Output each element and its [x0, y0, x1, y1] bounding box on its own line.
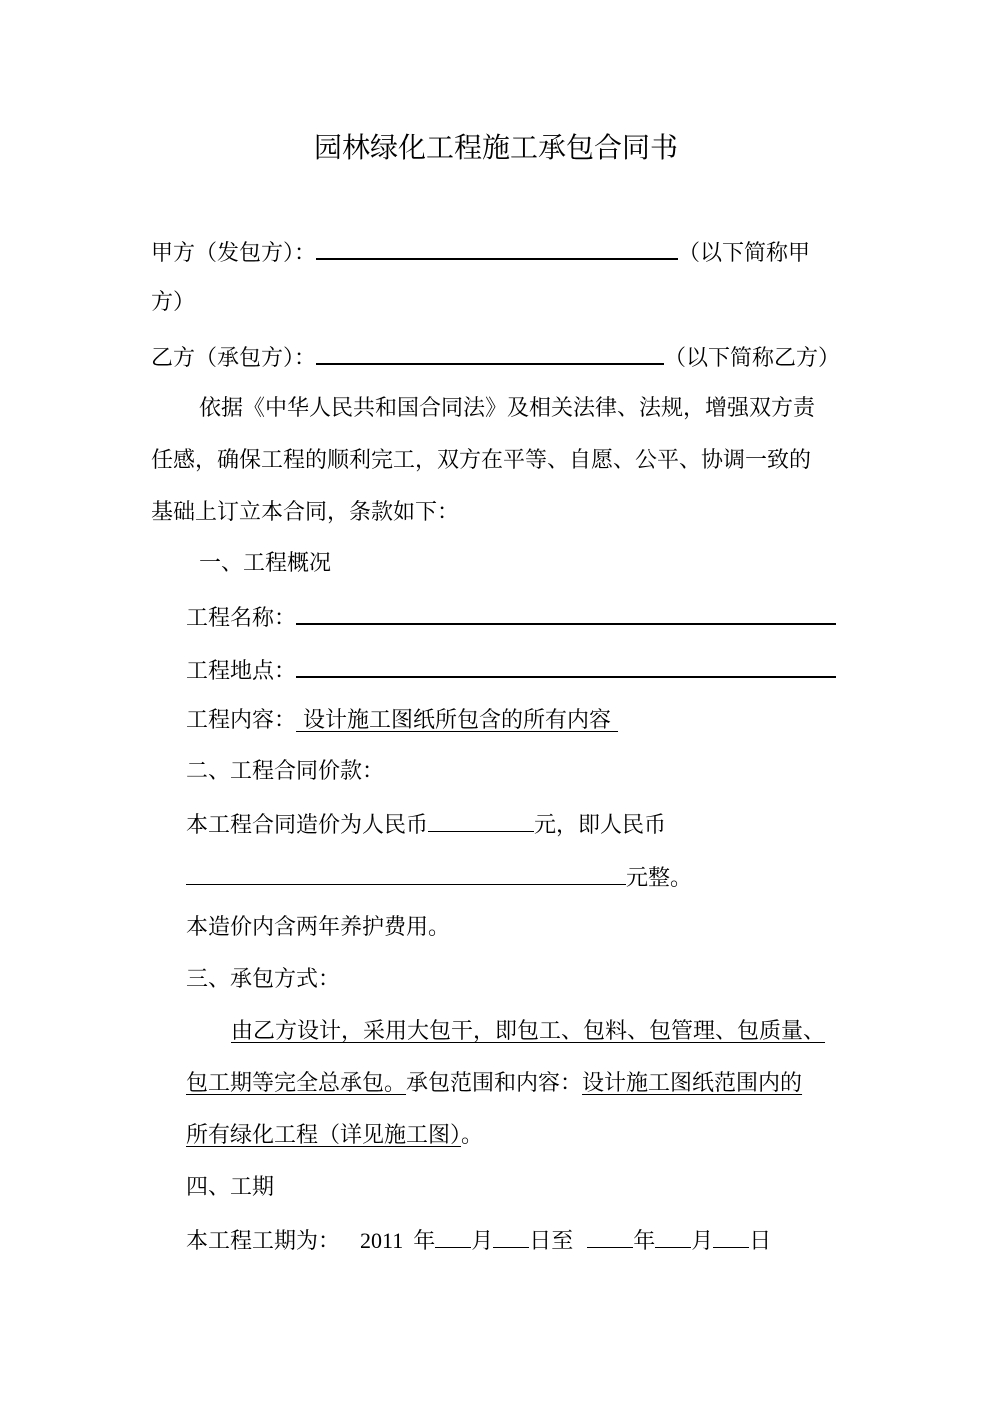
contract-method-text: 包工期等完全总承包。 — [186, 1071, 407, 1096]
price-words-suffix: 元整。 — [626, 866, 693, 891]
contract-scope-label: 承包范围和内容： — [406, 1071, 583, 1096]
start-month-unit: 月 — [471, 1229, 494, 1254]
intro-line: 任感，确保工程的顺利完工，双方在平等、自愿、公平、协调一致的 — [151, 448, 812, 473]
price-words-line — [186, 862, 692, 894]
end-month-unit: 月 — [691, 1229, 714, 1254]
party-a-label: 甲方（发包方）： — [151, 241, 317, 266]
section-3-heading: 三、承包方式： — [186, 967, 341, 992]
project-content-line — [186, 706, 618, 736]
party-b-blank[interactable] — [316, 341, 664, 365]
party-a-blank[interactable] — [316, 236, 678, 260]
end-day-blank[interactable] — [713, 1225, 749, 1248]
end-year-unit: 年 — [633, 1229, 656, 1254]
intro-line: 基础上订立本合同，条款如下： — [151, 500, 460, 525]
section-2-heading: 二、工程合同价款： — [186, 759, 385, 784]
start-year-unit: 年 — [413, 1229, 436, 1254]
project-location-blank[interactable] — [296, 654, 836, 678]
party-a-suffix: （以下简称甲 — [678, 241, 811, 266]
price-words-blank[interactable] — [186, 862, 626, 885]
party-b-line — [151, 341, 840, 374]
end-month-blank[interactable] — [655, 1225, 691, 1248]
project-name-label: 工程名称： — [186, 606, 297, 631]
period-label: 本工程工期为： — [186, 1229, 341, 1254]
contract-scope-text: 所有绿化工程（详见施工图） — [186, 1123, 462, 1148]
party-b-label: 乙方（承包方）： — [151, 346, 317, 371]
start-day-blank[interactable] — [493, 1225, 529, 1248]
project-name-line — [186, 601, 836, 634]
project-content-label: 工程内容： — [186, 708, 297, 733]
contract-method-line — [186, 1069, 802, 1099]
price-label-words: 元，即人民币 — [534, 813, 667, 838]
start-month-blank[interactable] — [435, 1225, 471, 1248]
project-location-line — [186, 654, 836, 687]
start-year-value: 2011 — [360, 1228, 404, 1253]
project-location-label: 工程地点： — [186, 659, 297, 684]
end-day-unit: 日 — [749, 1229, 772, 1254]
party-a-line — [151, 236, 810, 269]
contract-method-text: 由乙方设计，采用大包干，即包工、包料、包管理、包质量、 — [231, 1019, 826, 1044]
contract-method-line — [186, 1121, 483, 1151]
start-day-unit: 日至 — [529, 1229, 574, 1254]
section-4-heading: 四、工期 — [186, 1175, 275, 1200]
document-title: 园林绿化工程施工承包合同书 — [313, 131, 678, 164]
price-line — [186, 809, 666, 841]
project-content-value: 设计施工图纸所包含的所有内容 — [296, 708, 619, 733]
price-note: 本造价内含两年养护费用。 — [186, 915, 451, 940]
price-number-blank[interactable] — [428, 809, 534, 832]
price-label: 本工程合同造价为人民币 — [186, 813, 429, 838]
end-year-blank[interactable] — [587, 1225, 633, 1248]
contract-method-line — [231, 1017, 825, 1047]
party-b-suffix: （以下简称乙方） — [664, 346, 841, 371]
intro-line: 依据《中华人民共和国合同法》及相关法律、法规，增强双方责 — [199, 396, 816, 421]
party-a-suffix-cont: 方） — [151, 290, 196, 315]
contract-scope-end: 。 — [461, 1123, 484, 1148]
period-line — [186, 1225, 771, 1257]
section-1-heading: 一、工程概况 — [199, 551, 332, 576]
project-name-blank[interactable] — [296, 601, 836, 625]
contract-scope-text: 设计施工图纸范围内的 — [582, 1071, 803, 1096]
